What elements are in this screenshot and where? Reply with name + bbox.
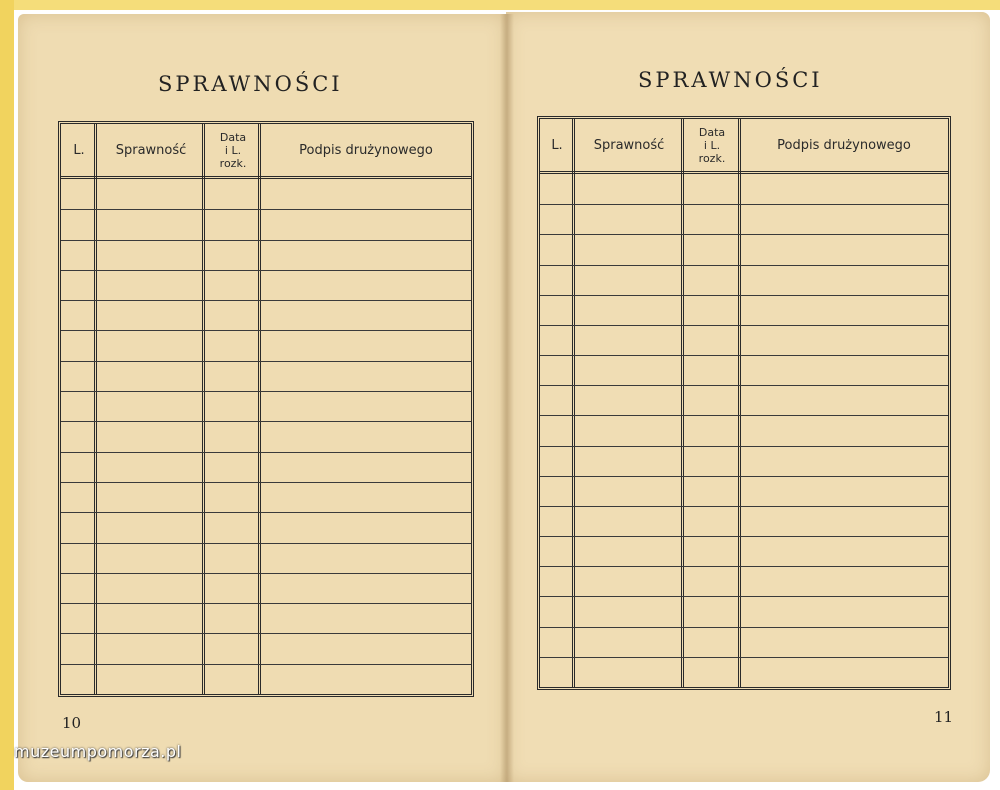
table-row-line <box>540 536 948 537</box>
table-row-line <box>61 512 471 513</box>
header-signature: Podpis drużynowego <box>299 142 433 158</box>
table-body <box>61 179 471 694</box>
table-row-line <box>540 627 948 628</box>
table-row-line <box>540 325 948 326</box>
table-header <box>540 119 948 174</box>
table-row-line <box>540 295 948 296</box>
table-row-line <box>61 330 471 331</box>
header-date-line3: rozk. <box>698 151 726 165</box>
page-number-left: 10 <box>62 714 82 732</box>
table-row-line <box>61 664 471 665</box>
right-page-title: SPRAWNOŚCI <box>638 68 823 92</box>
cover-edge-top <box>14 0 1000 10</box>
header-number: L. <box>551 137 563 153</box>
watermark: muzeumpomorza.pl <box>14 742 182 761</box>
header-date <box>205 124 261 176</box>
table-row-line <box>61 633 471 634</box>
header-number: L. <box>73 142 85 158</box>
header-date-line1: Data <box>698 125 726 139</box>
header-date-line1: Data <box>219 130 247 144</box>
table-row-line <box>61 603 471 604</box>
table-row-line <box>540 476 948 477</box>
table-row-line <box>540 566 948 567</box>
table-row-line <box>540 446 948 447</box>
table-row-line <box>61 240 471 241</box>
header-date <box>684 119 740 171</box>
table-row-line <box>61 300 471 301</box>
table-row-line <box>61 209 471 210</box>
left-skills-table <box>58 121 474 697</box>
right-skills-table <box>537 116 951 690</box>
table-row-line <box>61 270 471 271</box>
table-row-line <box>540 415 948 416</box>
table-row-line <box>61 452 471 453</box>
header-signature: Podpis drużynowego <box>777 137 911 153</box>
table-row-line <box>540 596 948 597</box>
table-row-line <box>61 482 471 483</box>
table-row-line <box>540 506 948 507</box>
header-skill: Sprawność <box>115 142 187 158</box>
table-row-line <box>61 361 471 362</box>
header-date-line2: i L. <box>703 138 721 152</box>
table-row-line <box>61 543 471 544</box>
table-row-line <box>61 573 471 574</box>
book-gutter <box>500 14 514 782</box>
table-body <box>540 174 948 687</box>
left-page-title: SPRAWNOŚCI <box>158 72 343 96</box>
table-row-line <box>540 265 948 266</box>
table-row-line <box>540 355 948 356</box>
table-row-line <box>540 385 948 386</box>
table-row-line <box>540 204 948 205</box>
table-header <box>61 124 471 179</box>
table-row-line <box>61 391 471 392</box>
cover-edge-left <box>0 0 14 790</box>
page-number-right: 11 <box>934 708 954 726</box>
header-date-line3: rozk. <box>219 156 247 170</box>
table-row-line <box>540 234 948 235</box>
table-row-line <box>61 421 471 422</box>
table-row-line <box>540 657 948 658</box>
header-date-line2: i L. <box>224 143 242 157</box>
header-skill: Sprawność <box>593 137 665 153</box>
